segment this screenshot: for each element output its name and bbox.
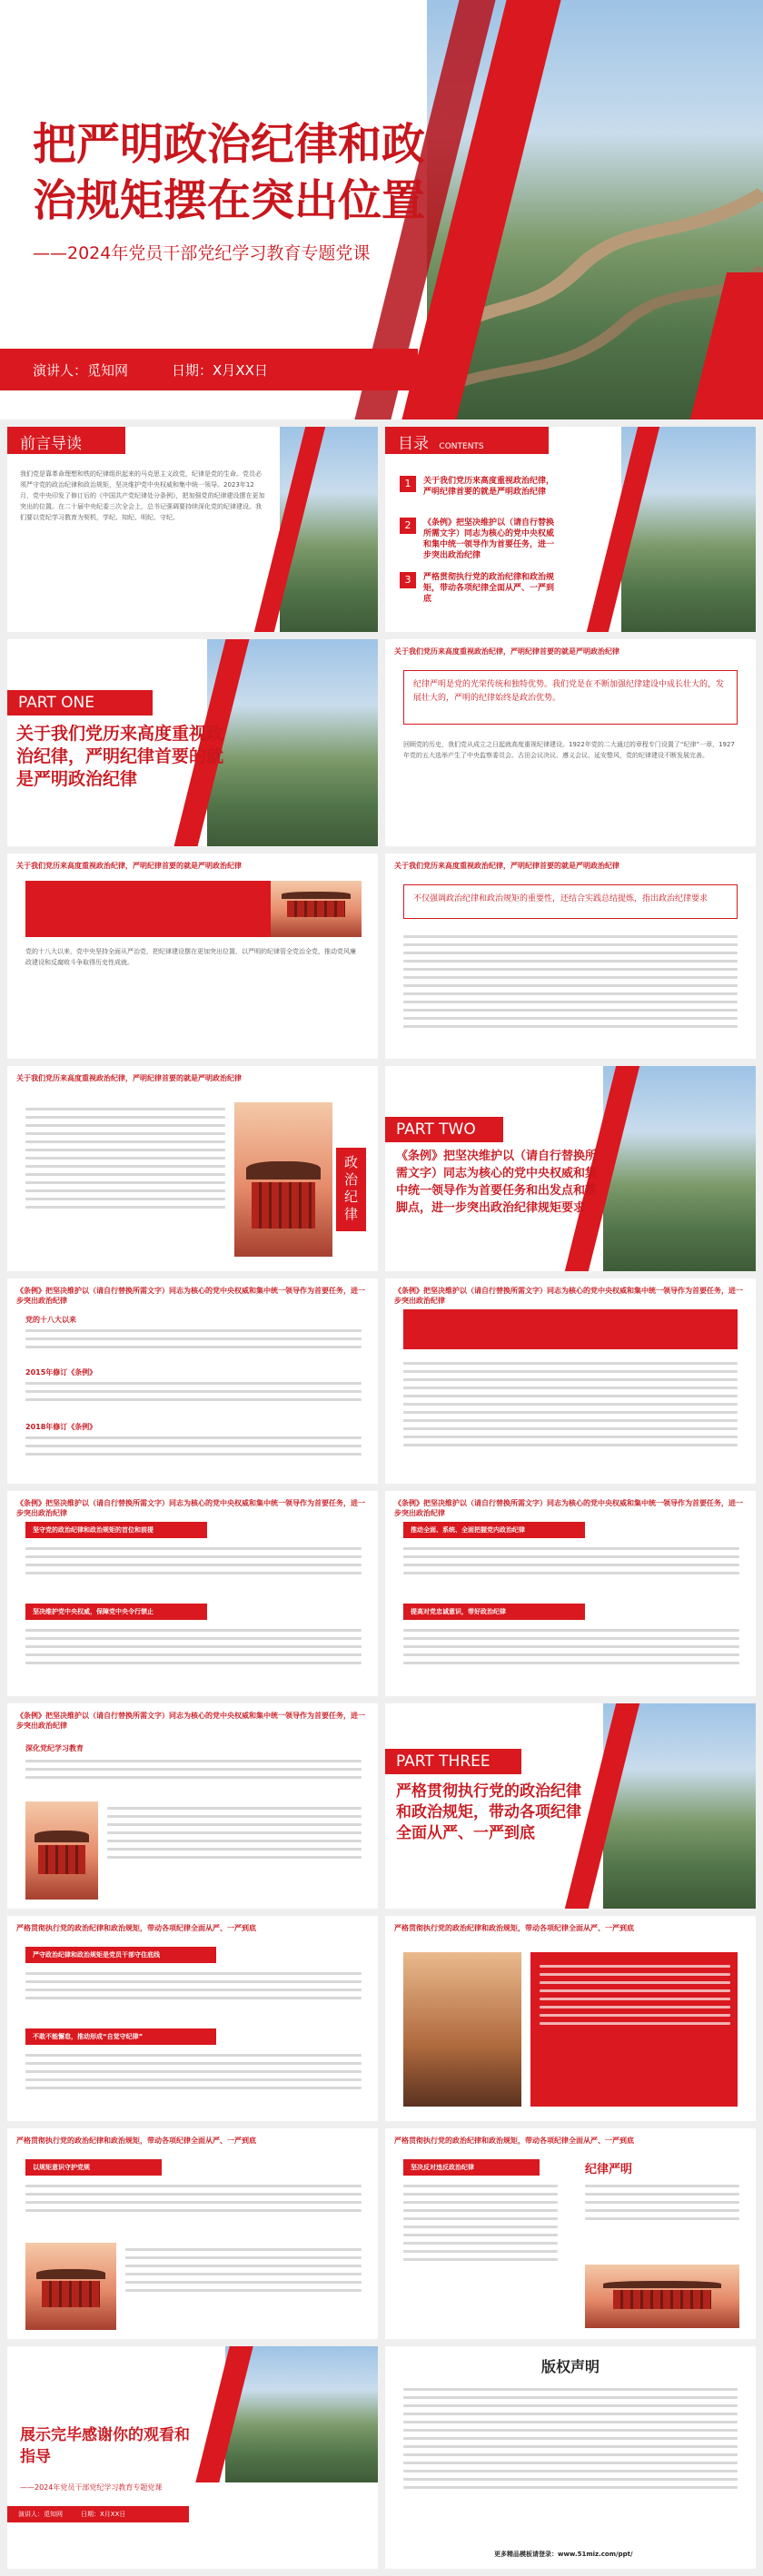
text-lines — [25, 1324, 362, 1360]
slide-top-title: 关于我们党历来高度重视政治纪律，严明纪律首要的就是严明政治纪律 — [16, 862, 242, 870]
toc-number: 1 — [400, 476, 416, 492]
text-lines — [25, 1431, 362, 1475]
text-lines — [25, 1377, 362, 1413]
slide-top-title: 严格贯彻执行党的政治纪律和政治规矩，带动各项纪律全面从严、一严到底 — [394, 1924, 634, 1932]
slide-p1-building — [7, 854, 378, 1059]
section-bar: 提高对党忠诚意识，带好政治纪律 — [403, 1604, 585, 1620]
red-panel — [25, 881, 271, 937]
toc-item[interactable] — [400, 518, 560, 561]
palace-photo — [25, 2243, 116, 2330]
footer-link[interactable]: 更多精品模板请登录：www.51miz.com/ppt/ — [494, 2551, 633, 2558]
slide-top-title: 关于我们党历来高度重视政治纪律，严明纪律首要的就是严明政治纪律 — [394, 647, 619, 656]
slide-body: 回顾党的历史，我们党从成立之日起就高度重视纪律建设。1922年党的二大通过的章程专门设置了“纪律”一章，1927年党的五大选举产生了中央监察委员会。古田会议决议、遵义会议、延安整风，党的纪律建设不断发展完善。 — [403, 741, 735, 759]
section-bar: 坚守党的政治纪律和政治规矩的首位和前提 — [25, 1522, 207, 1538]
section-tag: 深化党纪学习教育 — [25, 1744, 84, 1752]
section-bar: 严守政治纪律和政治规矩是党员干部守住底线 — [25, 1947, 216, 1963]
section-bar: 以规矩意识守护党规 — [25, 2159, 162, 2176]
part-title: 《条例》把坚决维护以（请自行替换所需文字）同志为核心的党中央权威和集中统一领导作为首要任务和出发点和落脚点，进一步突出政治纪律规矩要求 — [396, 1150, 598, 1215]
palace-photo — [234, 1102, 332, 1257]
part-title: 关于我们党历来高度重视政治纪律，严明纪律首要的就是严明政治纪律 — [16, 724, 224, 789]
slide-top-title: 《条例》把坚决维护以（请自行替换所需文字）同志为核心的党中央权威和集中统一领导作为首要任务，进一步突出政治纪律 — [16, 1499, 365, 1517]
red-panel — [403, 1309, 738, 1349]
palace-photo — [25, 1801, 98, 1900]
text-lines — [25, 1624, 362, 1687]
slide-top-title: 严格贯彻执行党的政治纪律和政治规矩，带动各项纪律全面从严、一严到底 — [16, 1924, 256, 1932]
slide-part-one — [7, 639, 378, 846]
toc-title-en: CONTENTS — [439, 442, 484, 451]
slide-top-title: 关于我们党历来高度重视政治纪律，严明纪律首要的就是严明政治纪律 — [16, 1074, 242, 1082]
timeline-tag: 党的十八大以来 — [25, 1316, 76, 1324]
toc-title: 目录 — [398, 435, 429, 453]
slide-p2-b — [385, 1278, 756, 1484]
slide-top-title: 《条例》把坚决维护以（请自行替换所需文字）同志为核心的党中央权威和集中统一领导作为首要任务，进一步突出政治纪律 — [16, 1287, 365, 1305]
text-lines — [25, 2048, 362, 2112]
slide-top-title: 关于我们党历来高度重视政治纪律，严明纪律首要的就是严明政治纪律 — [394, 862, 619, 870]
speaker-label: 演讲人：觅知网 — [18, 2511, 63, 2518]
toc-item[interactable] — [400, 476, 560, 498]
text-lines — [25, 1102, 225, 1257]
part-title: 严格贯彻执行党的政治纪律和政治规矩，带动各项纪律全面从严、一严到底 — [396, 1782, 581, 1842]
slide-body: 党的十八大以来，党中央坚持全面从严治党，把纪律建设摆在更加突出位置，以严明的纪律管全党治全党，推动党风廉政建设和反腐败斗争取得历史性成就。 — [25, 948, 356, 966]
slide-preface — [7, 427, 378, 632]
stamp-label: 纪律严明 — [585, 2163, 633, 2176]
text-lines — [540, 1959, 730, 2105]
slide-p2-a — [7, 1278, 378, 1484]
slide-p3-a — [7, 1916, 378, 2121]
slide-top-title: 《条例》把坚决维护以（请自行替换所需文字）同志为核心的党中央权威和集中统一领导作为首要任务，进一步突出政治纪律 — [16, 1712, 365, 1730]
lion-statue-photo — [403, 1952, 521, 2107]
date-label: 日期：X月XX日 — [81, 2511, 126, 2518]
slide-p1-vertical — [7, 1066, 378, 1271]
slide-p3-d — [385, 2128, 756, 2339]
slide-p2-e — [7, 1703, 378, 1909]
section-bar: 坚决反对违反政治纪律 — [403, 2159, 540, 2176]
slide-p2-d — [385, 1491, 756, 1696]
text-lines — [25, 1542, 362, 1596]
part-label: PART TWO — [385, 1117, 503, 1142]
toc-text: 关于我们党历来高度重视政治纪律，严明纪律首要的就是严明政治纪律 — [423, 477, 555, 497]
toc-text: 《条例》把坚决维护以（请自行替换所需文字）同志为核心的党中央权威和集中统一领导作为首要任务，进一步突出政治纪律 — [423, 518, 555, 560]
slide-end — [7, 2346, 378, 2569]
text-lines — [403, 930, 738, 1048]
end-speaker-bar — [7, 2506, 189, 2522]
toc-text: 严格贯彻执行党的政治纪律和政治规矩，带动各项纪律全面从严、一严到底 — [423, 573, 555, 604]
text-lines — [125, 2243, 362, 2330]
part-label: PART ONE — [7, 690, 153, 716]
toc-number: 3 — [400, 572, 416, 588]
cover-slide — [0, 0, 763, 419]
palace-photo — [271, 881, 362, 937]
copyright-title: 版权声明 — [540, 2358, 600, 2375]
slide-header — [385, 427, 549, 454]
text-lines — [403, 2179, 558, 2324]
text-lines — [25, 1754, 362, 1794]
slide-p2-c — [7, 1491, 378, 1696]
end-subtitle: ——2024年党员干部党纪学习教育专题党课 — [20, 2483, 163, 2492]
text-lines — [403, 1624, 739, 1687]
palace-photo — [585, 2265, 739, 2328]
slide-top-title: 严格贯彻执行党的政治纪律和政治规矩，带动各项纪律全面从严、一严到底 — [394, 2137, 634, 2145]
slide-p1-quote2 — [385, 854, 756, 1059]
slide-header: 前言导读 — [7, 427, 125, 454]
text-lines — [585, 2179, 739, 2252]
slide-p3-b — [385, 1916, 756, 2121]
timeline-tag: 2018年修订《条例》 — [25, 1423, 97, 1431]
date-label: 日期：X月XX日 — [172, 361, 268, 379]
great-wall-photo — [225, 2346, 378, 2482]
slide-part-three — [385, 1703, 756, 1909]
slide-p3-c — [7, 2128, 378, 2339]
slide-top-title: 《条例》把坚决维护以（请自行替换所需文字）同志为核心的党中央权威和集中统一领导作为首要任务，进一步突出政治纪律 — [394, 1499, 743, 1517]
text-lines — [403, 1542, 739, 1596]
page-subtitle: ——2024年党员干部党纪学习教育专题党课 — [33, 243, 371, 263]
slide-top-title: 严格贯彻执行党的政治纪律和政治规矩，带动各项纪律全面从严、一严到底 — [16, 2137, 256, 2145]
text-lines — [403, 1357, 738, 1475]
toc-item[interactable] — [400, 572, 560, 605]
text-lines — [107, 1801, 362, 1900]
text-lines — [403, 2383, 738, 2537]
preface-body: 我们党是靠革命理想和铁的纪律组织起来的马克思主义政党，纪律是党的生命。党员必须严守党的政治纪律和政治规矩，坚决维护党中央权威和集中统一领导。2023年12月，党中央印发了修订后的《中国共产党纪律处分条例》，把加强党的纪律建设摆在更加突出的位置。在二十届中央纪委三次全会上，总书记强调要持续深化党的纪律建设。我们要以党纪学习教育为契机，学纪、知纪、明纪、守纪。 — [20, 470, 265, 521]
section-bar: 推动全面、系统、全面把握党内政治纪律 — [403, 1522, 585, 1538]
timeline-tag: 2015年修订《条例》 — [25, 1368, 97, 1377]
slide-copyright — [385, 2346, 756, 2569]
vertical-label: 政治纪律 — [336, 1148, 366, 1231]
text-lines — [25, 2179, 362, 2234]
slide-part-two — [385, 1066, 756, 1271]
quote-box: 纪律严明是党的光荣传统和独特优势。我们党是在不断加强纪律建设中成长壮大的，发展壮大的，严明的纪律始终是政治优势。 — [403, 670, 738, 725]
section-bar: 坚决维护党中央权威，保障党中央令行禁止 — [25, 1604, 207, 1620]
slide-p1-quote — [385, 639, 756, 846]
speaker-bar — [0, 349, 418, 390]
text-lines — [25, 1967, 362, 2021]
section-bar: 不敢不能懈怠，推动形成“自觉守纪律” — [25, 2028, 216, 2045]
slide-top-title: 《条例》把坚决维护以（请自行替换所需文字）同志为核心的党中央权威和集中统一领导作为首要任务，进一步突出政治纪律 — [394, 1287, 743, 1305]
part-label: PART THREE — [385, 1749, 521, 1774]
end-title: 展示完毕感谢你的观看和指导 — [20, 2426, 190, 2466]
page-title: 把严明政治纪律和政治规矩摆在突出位置 — [33, 119, 426, 226]
slide-toc — [385, 427, 756, 632]
speaker-label: 演讲人：觅知网 — [33, 361, 129, 379]
toc-number: 2 — [400, 518, 416, 534]
quote-box: 不仅强调政治纪律和政治规矩的重要性，还结合实践总结提炼，指出政治纪律要求 — [403, 884, 738, 919]
